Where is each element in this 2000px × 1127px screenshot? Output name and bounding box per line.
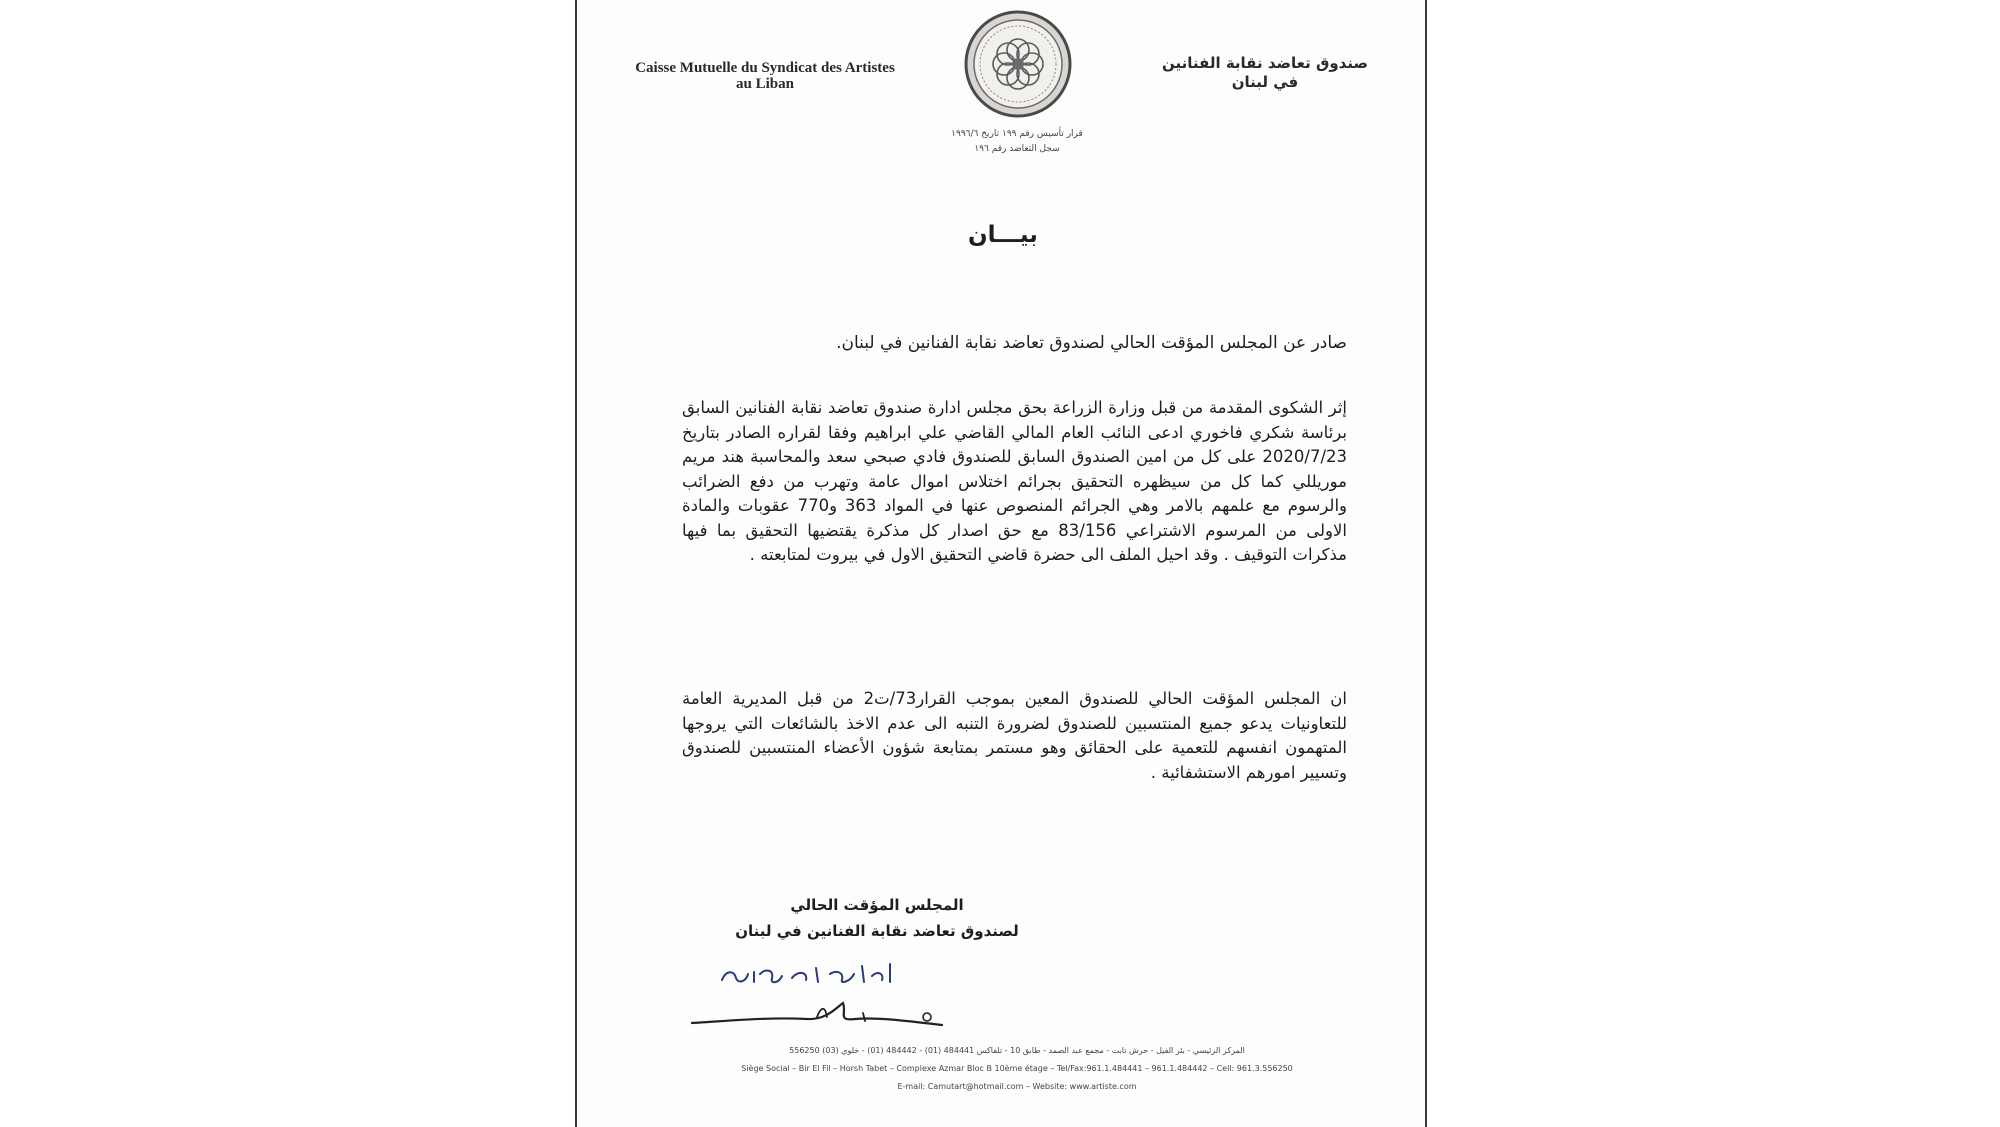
issued-by-line: صادر عن المجلس المؤقت الحالي لصندوق تعاضد نقابة الفنانين في لبنان. bbox=[836, 333, 1347, 353]
french-letterhead-line2: au Liban bbox=[736, 76, 794, 92]
arabic-letterhead-line1: صندوق تعاضد نقابة الفنانين bbox=[1162, 54, 1368, 72]
signatory-line1: المجلس المؤقت الحالي bbox=[790, 896, 964, 914]
registration-info bbox=[907, 127, 1127, 157]
statement-paragraph-2: ان المجلس المؤقت الحالي للصندوق المعين بموجب القرار73/ت2 من قبل المديرية العامة للتعاونيات يدعو جميع المنتسبين للصندوق لضرورة التنبه الى عدم الاخذ بالشائعات التي يروجها المتهمون انفسهم للتعمية على الحقائق وهو مستمر بمتابعة شؤون الأعضاء المنتسبين للصندوق وتسيير امورهم الاستشفائية . bbox=[682, 689, 1347, 782]
arabic-letterhead-line2: في لبنان bbox=[1231, 73, 1299, 91]
letter-page bbox=[575, 0, 1427, 1127]
handwritten-name-signature bbox=[712, 952, 902, 992]
registration-line2: سجل التعاضد رقم ١٩٦ bbox=[974, 144, 1060, 154]
signatory-block bbox=[697, 892, 1057, 944]
letter-footer bbox=[637, 1042, 1397, 1096]
registration-line1: قرار تأسيس رقم ١٩٩ تاريخ ١٩٩٦/٦ bbox=[951, 129, 1083, 139]
statement-paragraph-1: إثر الشكوى المقدمة من قبل وزارة الزراعة بحق مجلس ادارة صندوق تعاضد نقابة الفنانين السابق برئاسة شكري فاخوري ادعى النائب العام المالي القاضي علي ابراهيم وفقا لقراره الصادر بتاريخ 2020/7/23 على كل من امين الصندوق السابق للصندوق فادي صبحي سعد والمحاسبة هند مريم موريللي كما كل من سيظهره التحقيق بجرائم اختلاس اموال عامة وتهرب من دفع الضرائب والرسوم مع علمهم بالامر وهي الجرائم المنصوص عنها في المواد 363 و770 عقوبات والمادة الاولى من المرسوم الاشتراعي 83/156 مع حق اصدار كل مذكرة يقتضيها التحقيق بما فيها مذكرات التوقيف . وقد احيل الملف الى حضرة قاضي التحقيق الاول في بيروت لمتابعته . bbox=[682, 398, 1347, 564]
french-letterhead-line1: Caisse Mutuelle du Syndicat des Artistes bbox=[635, 60, 895, 76]
signatory-line2: لصندوق تعاضد نقابة الفنانين في لبنان bbox=[735, 922, 1019, 940]
handwritten-signature-mark bbox=[687, 995, 947, 1035]
statement-title: بيـــان bbox=[968, 222, 1038, 248]
arabic-letterhead bbox=[1145, 54, 1385, 92]
footer-line-french: Siège Social – Bir El Fil – Horsh Tabet – Complexe Azmar Bloc B 10ème étage – Tel/Fax:961.1.484441 – 961.1.484442 – Cell: 961.3.556250 bbox=[741, 1064, 1293, 1073]
footer-line-contact: E-mail: Camutart@hotmail.com – Website: www.artiste.com bbox=[897, 1082, 1137, 1091]
french-letterhead bbox=[620, 60, 910, 92]
seal-logo-icon bbox=[964, 10, 1072, 118]
footer-line-arabic: المركز الرئيسي - بئر الفيل - حرش تابت - مجمع عبد الصمد - طابق 10 - تلفاكس 484441 (01) - 484442 (01) - خلوي (03) 556250 bbox=[789, 1046, 1245, 1055]
